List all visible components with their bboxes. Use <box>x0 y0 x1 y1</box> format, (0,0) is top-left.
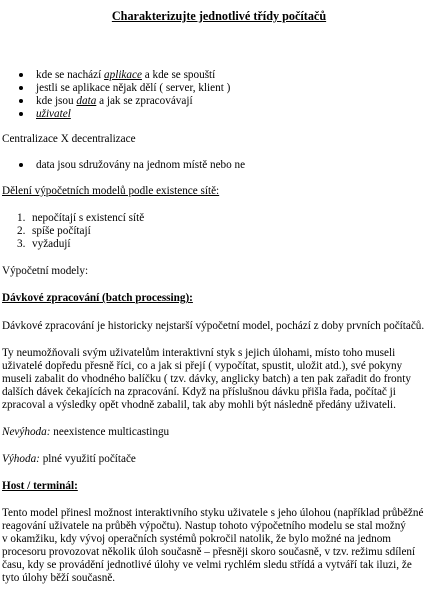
list-item-text: vyžadují <box>32 238 71 250</box>
list-item <box>2 212 436 225</box>
list-item <box>2 225 436 238</box>
models-label: Výpočetní modely: <box>2 265 89 277</box>
list-item-text: jestli se aplikace nějak dělí ( server, klient ) <box>36 82 231 94</box>
list-item <box>2 95 436 108</box>
data-link[interactable]: data <box>76 95 97 107</box>
batch-paragraph-2 <box>2 347 436 412</box>
batch-paragraph-1: Dávkové zpracování je historicky nejstarší výpočetní model, pochází z doby prvních počítačů. <box>2 320 425 332</box>
list-item <box>2 159 436 172</box>
paragraph-line: zpracoval a výsledky opět vhodně zabalil, tak aby mohli být následně předány uživateli. <box>2 399 396 411</box>
host-heading: Host / terminál: <box>2 480 78 492</box>
list-item <box>2 69 436 82</box>
list-number: 2. <box>17 225 26 237</box>
network-numbered-list <box>2 212 436 251</box>
list-item <box>2 238 436 251</box>
centralization-line: Centralizace X decentralizace <box>2 133 136 145</box>
list-item-text: a jak se zpracovávají <box>96 95 193 107</box>
document-title: Charakterizujte jednotlivé třídy počítačů <box>111 9 327 23</box>
paragraph-line: času, kdy se provádění jednotlivé úlohy ve velmi rychlém sledu střídá a vytváří tak iluzi, že <box>2 559 412 571</box>
properties-bullet-list <box>2 69 436 121</box>
paragraph-line: Tento model přinesl možnost interaktivního styku uživatele s jeho úlohou (například průběžné <box>2 507 424 519</box>
list-item <box>2 108 436 121</box>
advantage-line <box>2 453 436 466</box>
list-item-text: kde se nachází <box>36 69 105 81</box>
advantage-text: plné využití počítače <box>39 453 136 465</box>
aplikace-link[interactable]: aplikace <box>104 69 142 81</box>
uzivatel-link[interactable]: uživatel <box>36 108 71 120</box>
disadvantage-label: Nevýhoda: <box>2 426 51 438</box>
paragraph-line: v okamžiku, kdy vývoj operačních systémů pokročil natolik, že bylo možné na jednom <box>2 533 391 545</box>
batch-heading: Dávkové zpracování (batch processing): <box>2 292 193 304</box>
paragraph-line: tyto úlohy běží současně. <box>2 572 116 584</box>
list-item-text: data jsou sdružovány na jednom místě nebo ne <box>36 159 246 171</box>
list-item <box>2 82 436 95</box>
division-heading: Dělení výpočetních modelů podle existence sítě: <box>2 185 220 197</box>
advantage-label: Výhoda: <box>2 453 40 465</box>
paragraph-line: procesoru provozovat několik úloh současně – přesněji skoro současně, v tzv. režimu sdílení <box>2 546 416 558</box>
list-item-text: spíše počítají <box>32 225 91 237</box>
paragraph-line: museli zabalit do vhodného balíčku ( tzv. dávky, anglicky batch) a ten pak zařadit do fronty <box>2 373 411 385</box>
list-number: 1. <box>17 212 26 224</box>
disadvantage-line <box>2 426 436 439</box>
list-item-text: kde jsou <box>36 95 77 107</box>
list-item-text: nepočítají s existencí sítě <box>32 212 145 224</box>
list-item-text: a kde se spouští <box>141 69 216 81</box>
centralization-bullet-list <box>2 159 436 172</box>
host-paragraph <box>2 507 436 585</box>
paragraph-line: reagování uživatele na průběh výpočtu). Nastup tohoto výpočetního modelu se stal možný <box>2 520 406 532</box>
paragraph-line: Ty neumožňovali svým uživatelům interaktivní styk s jejich úlohami, místo toho museli <box>2 347 396 359</box>
paragraph-line: uživatelé dopředu přesně říci, co a jak si přejí ( vypočítat, spustit, uložit atd.), své pokyny <box>2 360 403 372</box>
disadvantage-text: neexistence multicastingu <box>50 426 170 438</box>
paragraph-line: dalších dávek čekajících na zpracování. Když na příslušnou dávku přišla řada, počítač ji <box>2 386 396 398</box>
list-number: 3. <box>17 238 26 250</box>
